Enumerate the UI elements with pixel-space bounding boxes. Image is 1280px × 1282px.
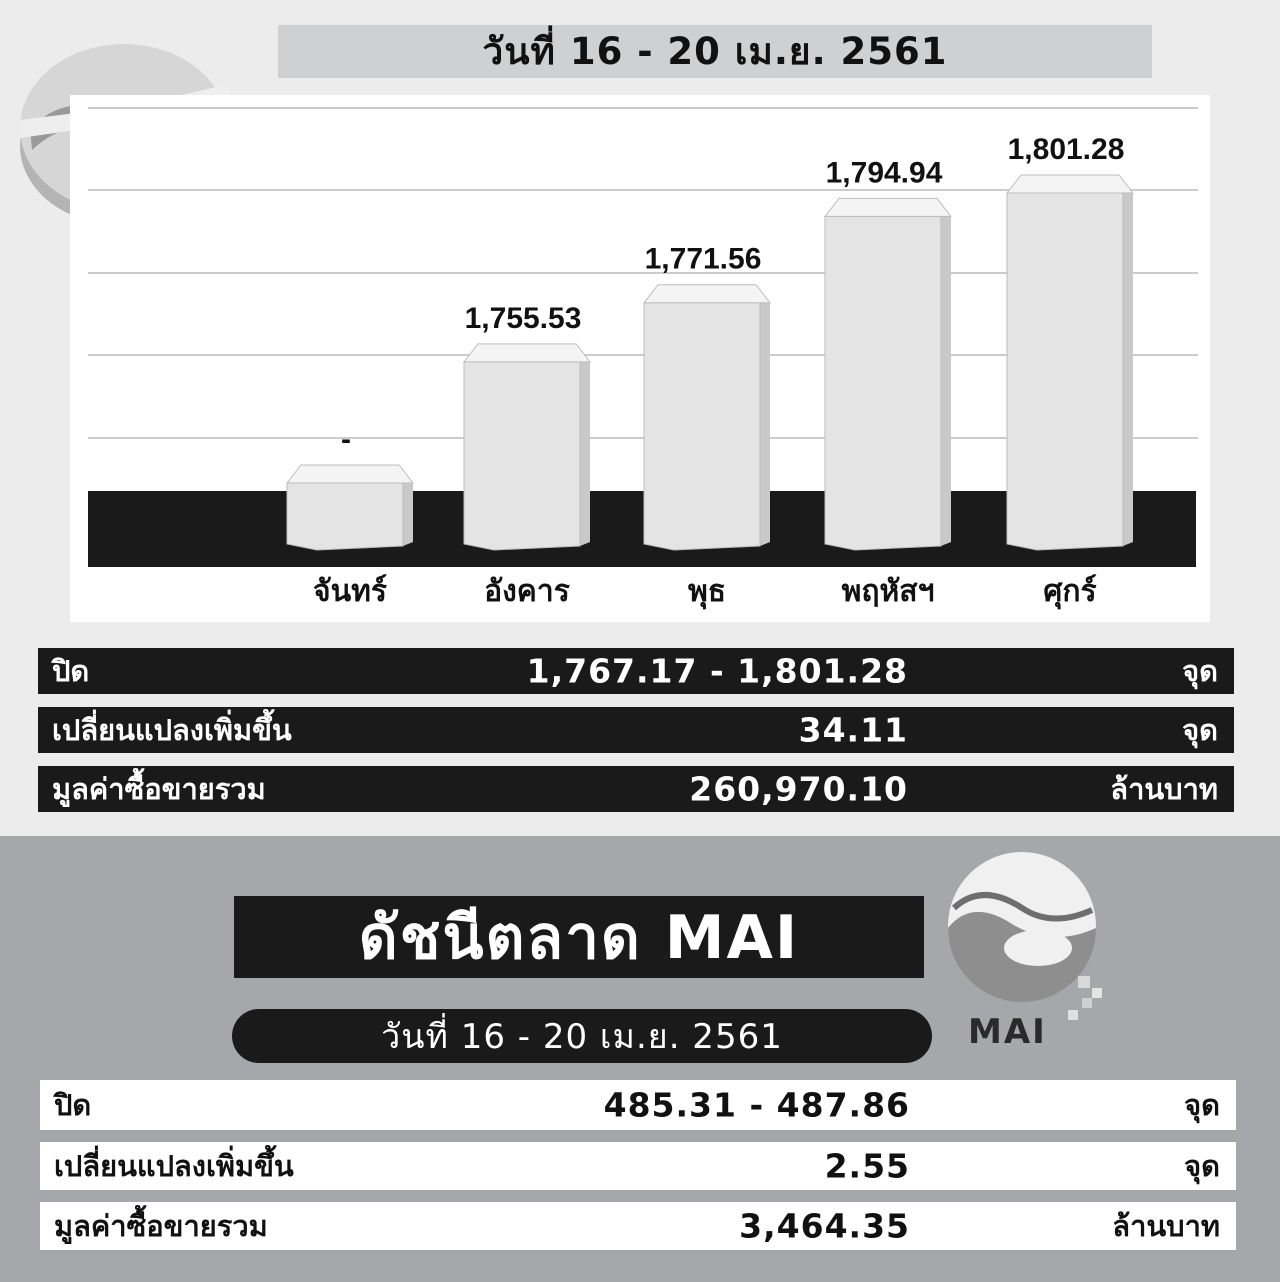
date-range-banner: วันที่ 16 - 20 เม.ย. 2561 bbox=[278, 25, 1152, 78]
mai-close-row bbox=[40, 1080, 1236, 1130]
mai-date-range: วันที่ 16 - 20 เม.ย. 2561 bbox=[232, 1009, 932, 1063]
category-label-4: ศุกร์ bbox=[1043, 574, 1097, 609]
bar-value-label-4: 1,801.28 bbox=[1007, 133, 1125, 166]
change-unit: จุด bbox=[1182, 713, 1218, 747]
mai-change-value: 2.55 bbox=[824, 1146, 910, 1186]
mai-title: ดัชนีตลาด MAI bbox=[234, 896, 924, 978]
mai-change-row bbox=[40, 1142, 1236, 1190]
category-label-3: พฤหัสฯ bbox=[841, 574, 935, 609]
mai-close-unit: จุด bbox=[1184, 1088, 1220, 1122]
bar-1 bbox=[464, 362, 580, 550]
chart-panel bbox=[70, 95, 1210, 622]
category-label-0: จันทร์ bbox=[313, 574, 387, 609]
bar-2 bbox=[644, 303, 760, 550]
change-label: เปลี่ยนแปลงเพิ่มขึ้น bbox=[52, 713, 292, 747]
mai-change-label: เปลี่ยนแปลงเพิ่มขึ้น bbox=[54, 1149, 294, 1183]
bar-side-1 bbox=[580, 362, 590, 546]
bar-value-label-1: 1,755.53 bbox=[464, 301, 582, 335]
bar-value-label-3: 1,794.94 bbox=[825, 156, 943, 190]
bar-4 bbox=[1007, 193, 1123, 550]
volume-row bbox=[38, 766, 1234, 812]
bar-side-2 bbox=[760, 303, 770, 546]
mai-close-value: 485.31 - 487.86 bbox=[603, 1085, 910, 1125]
close-value: 1,767.17 - 1,801.28 bbox=[526, 651, 908, 691]
category-label-1: อังคาร bbox=[484, 574, 570, 609]
bar-chart bbox=[70, 95, 1210, 622]
bar-side-4 bbox=[1123, 193, 1133, 546]
bar-cap-1 bbox=[464, 344, 590, 362]
mai-change-unit: จุด bbox=[1184, 1149, 1220, 1183]
bar-3 bbox=[825, 216, 941, 550]
volume-value: 260,970.10 bbox=[689, 769, 908, 809]
bar-cap-2 bbox=[644, 285, 770, 303]
volume-unit: ล้านบาท bbox=[1110, 772, 1218, 806]
volume-label: มูลค่าซื้อขายรวม bbox=[52, 772, 266, 806]
bar-value-label-2: 1,771.56 bbox=[644, 242, 762, 276]
bar-0 bbox=[287, 483, 403, 550]
bar-cap-3 bbox=[825, 198, 951, 216]
bar-cap-4 bbox=[1007, 175, 1133, 193]
mai-logo-text: MAI bbox=[968, 1012, 1047, 1052]
change-row bbox=[38, 707, 1234, 753]
bar-value-label-0: - bbox=[341, 423, 351, 456]
category-label-2: พุธ bbox=[687, 574, 727, 609]
close-unit: จุด bbox=[1182, 654, 1218, 688]
bar-side-0 bbox=[403, 483, 413, 546]
close-row bbox=[38, 648, 1234, 694]
mai-volume-label: มูลค่าซื้อขายรวม bbox=[54, 1209, 268, 1243]
mai-volume-unit: ล้านบาท bbox=[1112, 1209, 1220, 1243]
mai-close-label: ปิด bbox=[54, 1088, 92, 1122]
mai-volume-value: 3,464.35 bbox=[739, 1206, 910, 1246]
bar-cap-0 bbox=[287, 465, 413, 483]
close-label: ปิด bbox=[52, 654, 90, 688]
change-value: 34.11 bbox=[798, 710, 908, 750]
bar-side-3 bbox=[941, 216, 951, 546]
mai-volume-row bbox=[40, 1202, 1236, 1250]
